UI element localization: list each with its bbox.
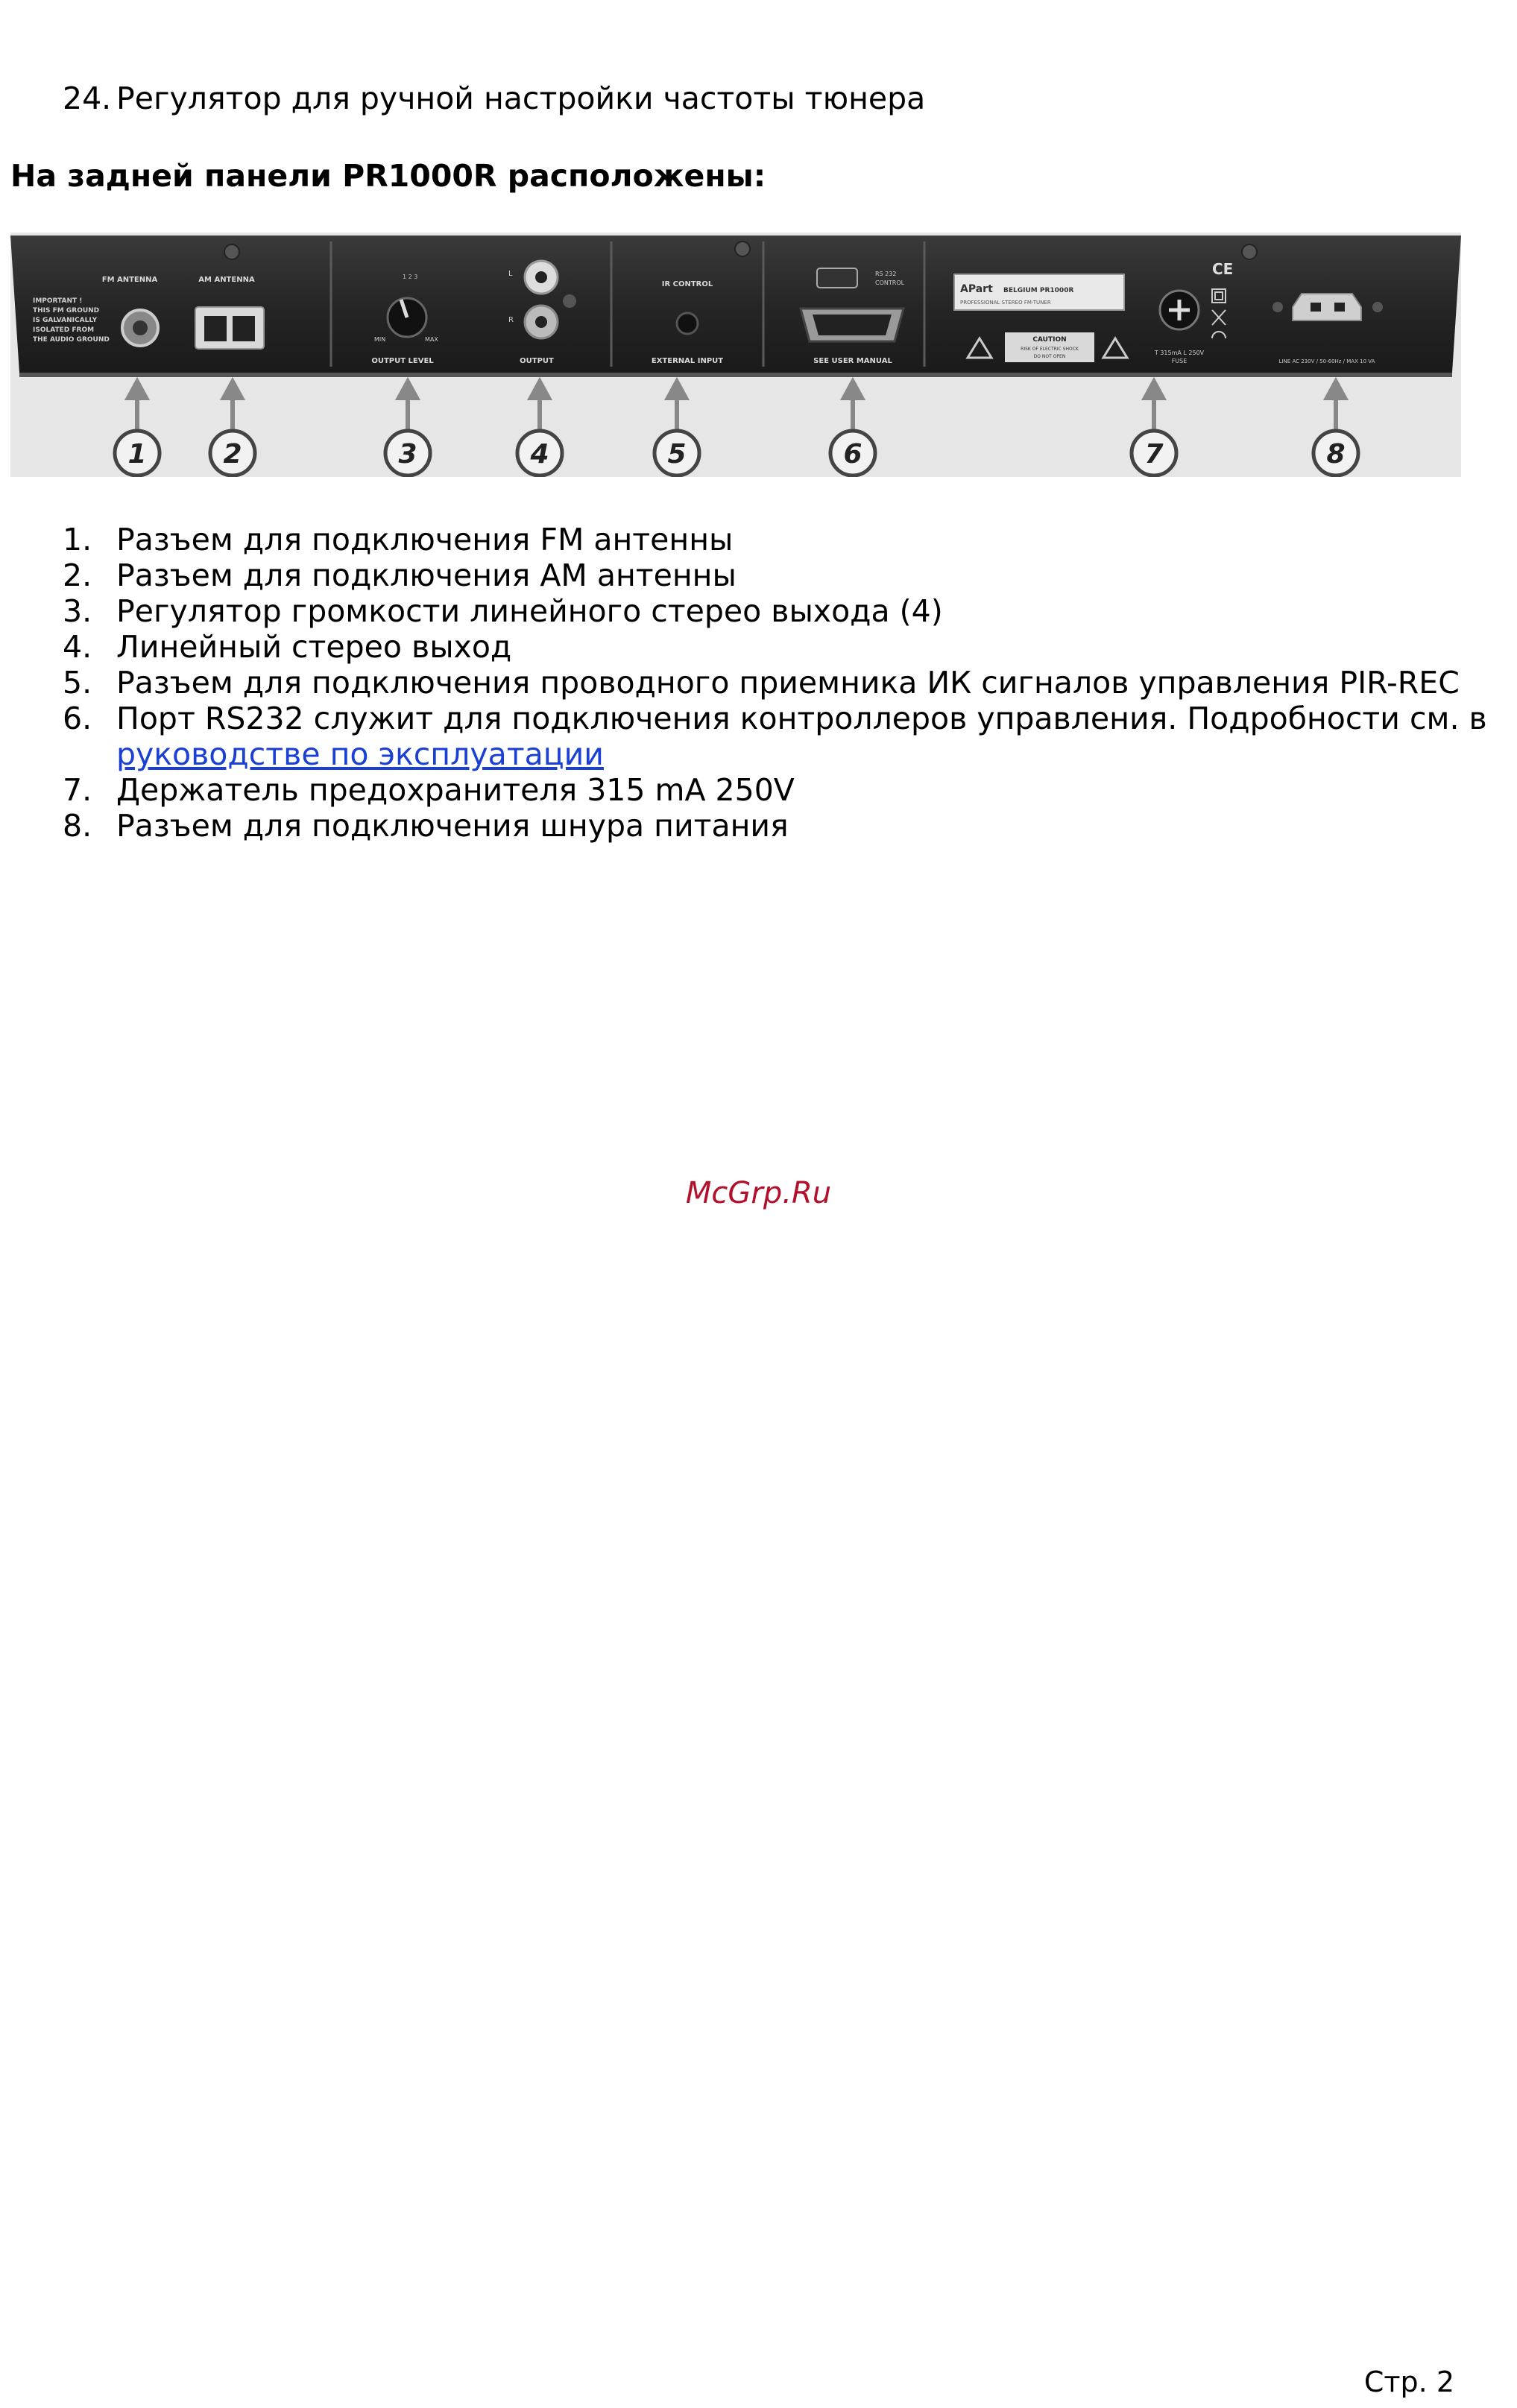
rca-left-jack-icon xyxy=(525,261,558,294)
see-user-manual-label: SEE USER MANUAL xyxy=(813,357,892,365)
am-antenna-label: AM ANTENNA xyxy=(198,276,255,284)
list-item-text: Держатель предохранителя 315 mA 250V xyxy=(116,772,795,808)
caution-line2: DO NOT OPEN xyxy=(1033,354,1066,359)
list-item xyxy=(63,665,1488,701)
list-item xyxy=(63,522,1488,557)
watermark: McGrp.Ru xyxy=(685,1176,832,1210)
list-item-text: Регулятор громкости линейного стерео выхода (4) xyxy=(116,593,943,629)
caution-line1: RISK OF ELECTRIC SHOCK xyxy=(1021,347,1079,352)
ir-control-label: IR CONTROL xyxy=(661,280,713,288)
list-item-number: 7. xyxy=(63,772,92,808)
list-item-number: 4. xyxy=(63,629,92,665)
list-item-number: 24. xyxy=(63,80,112,116)
rca-right-jack-icon xyxy=(525,306,558,338)
list-item-text-container xyxy=(116,701,1488,772)
list-item-number: 3. xyxy=(63,593,92,629)
power-inlet-icon xyxy=(1293,294,1361,320)
max-label: MAX xyxy=(425,336,438,343)
power-rating-label: LINE AC 230V / 50-60Hz / MAX 10 VA xyxy=(1278,358,1375,364)
list-item-text: Порт RS232 служит для подключения контроллеров управления. Подробности см. в xyxy=(116,701,1487,736)
output-level-label: OUTPUT LEVEL xyxy=(371,357,434,365)
callout-number-1: 1 xyxy=(127,439,147,470)
important-line: THIS FM GROUND xyxy=(33,307,100,315)
list-item xyxy=(63,629,1488,665)
rear-panel-figure xyxy=(10,233,1461,477)
callout-number-2: 2 xyxy=(223,439,242,470)
brand-subtitle: PROFESSIONAL STEREO FM-TUNER xyxy=(960,300,1051,306)
rear-panel-illustration xyxy=(10,233,1461,477)
important-line: IS GALVANICALLY xyxy=(33,317,98,324)
screw-icon xyxy=(735,241,750,256)
caution-title: CAUTION xyxy=(1032,336,1067,344)
page-number: Стр. 2 xyxy=(1363,2366,1454,2398)
list-item xyxy=(63,808,1488,844)
fuse-label: FUSE xyxy=(1171,358,1188,364)
list-item-text: Разъем для подключения проводного приемника ИК сигналов управления PIR-REC xyxy=(116,665,1460,701)
ir-input-jack-icon xyxy=(677,313,698,334)
screw-icon xyxy=(224,244,239,259)
control-label: CONTROL xyxy=(875,279,905,286)
list-item-number: 6. xyxy=(63,701,92,736)
svg-text:1 2 3: 1 2 3 xyxy=(403,274,418,280)
callout-number-4: 4 xyxy=(530,439,549,470)
list-item-text: Регулятор для ручной настройки частоты тюнера xyxy=(116,80,926,116)
top-list-item xyxy=(63,80,925,116)
am-antenna-terminal-icon xyxy=(195,307,264,349)
section-heading: На задней панели PR1000R расположены: xyxy=(10,158,766,194)
callout-number-7: 7 xyxy=(1144,439,1164,470)
callout-number-6: 6 xyxy=(843,439,862,470)
list-item xyxy=(63,593,1488,629)
left-channel-label: L xyxy=(508,270,513,278)
callout-number-8: 8 xyxy=(1326,439,1346,470)
list-item-number: 5. xyxy=(63,665,92,701)
callout-number-3: 3 xyxy=(398,439,417,470)
list-item-number: 8. xyxy=(63,808,92,844)
list-item-number: 1. xyxy=(63,522,92,557)
screw-icon xyxy=(1242,244,1257,259)
min-label: MIN xyxy=(374,336,386,343)
ce-mark: CE xyxy=(1212,260,1234,278)
list-item-text: Разъем для подключения AM антенны xyxy=(116,557,737,593)
list-item xyxy=(63,772,1488,808)
list-item-number: 2. xyxy=(63,557,92,593)
list-item xyxy=(63,701,1488,772)
list-item-text: Разъем для подключения FM антенны xyxy=(116,522,734,557)
brand-tail: BELGIUM PR1000R xyxy=(1003,287,1074,294)
callout-number-5: 5 xyxy=(667,439,687,470)
user-manual-link[interactable]: руководстве по эксплуатации xyxy=(116,736,604,772)
connector-list xyxy=(63,522,1488,844)
fm-antenna-label: FM ANTENNA xyxy=(101,276,158,284)
important-line: IMPORTANT ! xyxy=(33,297,83,305)
panel-lip xyxy=(19,373,1452,377)
external-input-label: EXTERNAL INPUT xyxy=(651,357,724,365)
brand-name: APart xyxy=(960,283,993,295)
list-item-text: Линейный стерео выход xyxy=(116,629,512,665)
list-item-text: Разъем для подключения шнура питания xyxy=(116,808,789,844)
important-line: THE AUDIO GROUND xyxy=(33,336,110,344)
important-line: ISOLATED FROM xyxy=(33,326,95,334)
rs232-label: RS 232 xyxy=(875,271,897,277)
right-channel-label: R xyxy=(508,316,514,324)
list-item xyxy=(63,557,1488,593)
output-label: OUTPUT xyxy=(520,357,554,365)
fuse-rating-label: T 315mA L 250V xyxy=(1154,350,1205,356)
